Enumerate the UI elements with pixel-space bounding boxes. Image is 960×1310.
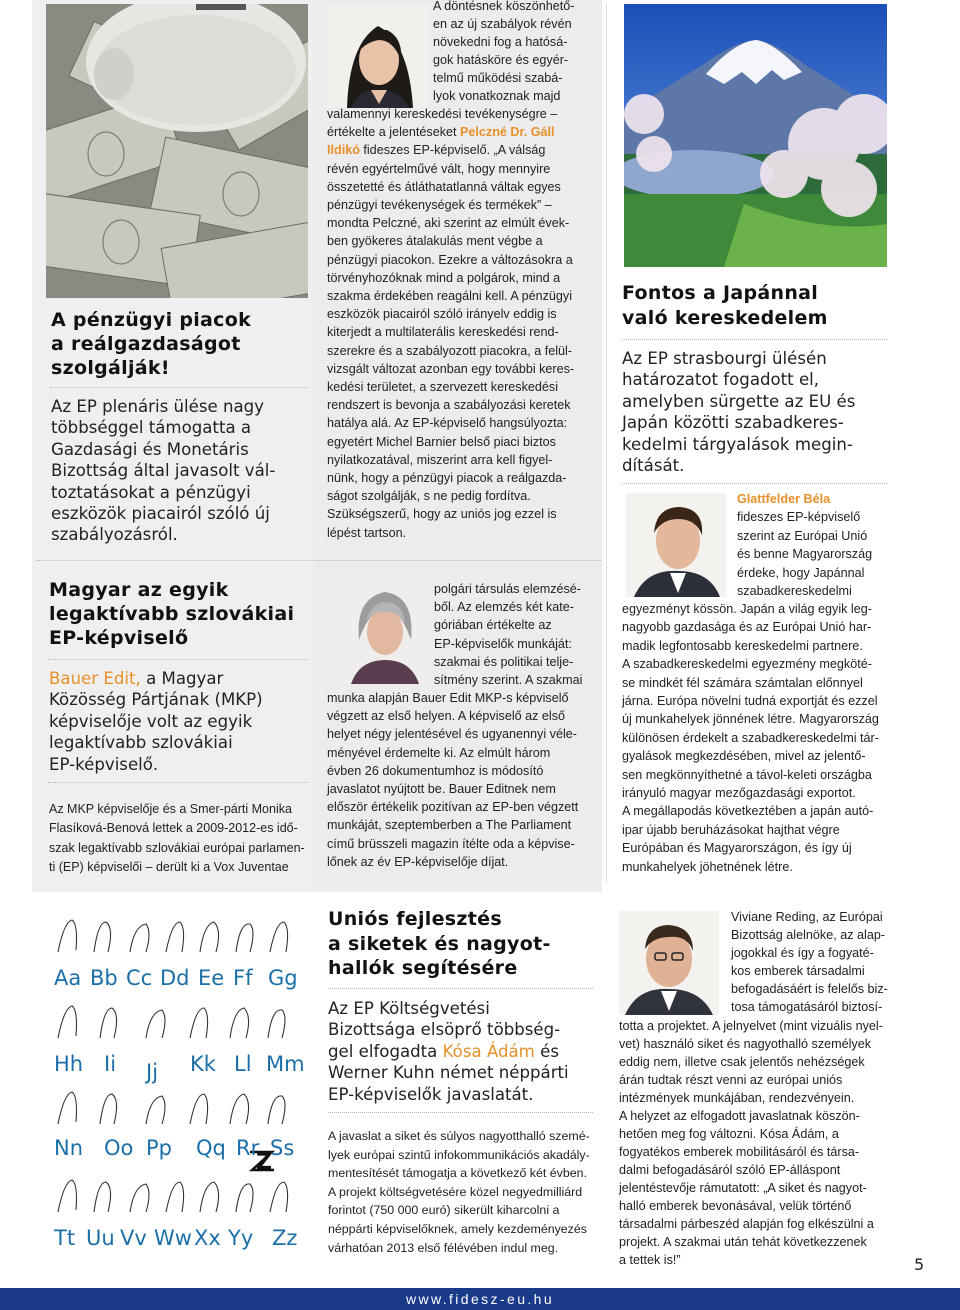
body-line: ti (EP) képviselői – derült ki a Vox Juventae xyxy=(49,860,289,875)
highlighted-name: Glattfelder Béla xyxy=(737,492,831,506)
body-line: javaslatot nyújtott be. Bauer Editnek nem xyxy=(327,782,556,797)
lead-line: EP-képviselők javaslatát. xyxy=(328,1084,534,1104)
body-line: polgári társulás elemzésé- xyxy=(434,582,581,596)
headline-line: szolgálják! xyxy=(51,357,170,379)
sign-letter: Oo xyxy=(104,1136,134,1160)
body-line: pénzügyi tevékenységek és termékek” – xyxy=(327,198,552,213)
body-line: A projekt költségvetésére közel negyedmilliárd xyxy=(328,1184,583,1199)
headline-line: EP-képviselő xyxy=(49,627,189,649)
sign-letter: Dd xyxy=(160,966,190,990)
lead-line: képviselője volt az egyik xyxy=(49,711,253,731)
glattfelder-text-wrap xyxy=(737,490,887,600)
japan-body xyxy=(622,600,892,876)
lead-line: Werner Kuhn német néppárti xyxy=(328,1063,569,1083)
body-line: kedési területet, a szervezett kereskedési xyxy=(327,380,558,395)
lead-line: Gazdasági és Monetáris xyxy=(51,439,249,459)
body-line: mondta Pelczné, aki szerint az elmúlt évek- xyxy=(327,216,570,231)
body-line: fogyatékos emberek mobilitásáról és társa- xyxy=(619,1145,860,1159)
sign-letter: Hh xyxy=(54,1052,84,1076)
body-line: mentesítését támogatja a következő két évben. xyxy=(328,1166,587,1181)
footer-url-link[interactable]: www.fidesz-eu.hu xyxy=(405,1291,555,1307)
body-line: lépést tartson. xyxy=(327,525,407,540)
bauer-edit-portrait-photo xyxy=(345,580,425,684)
body-line: társadalmi párbeszéd alapján fog elkészülni a xyxy=(619,1217,874,1231)
pelczne-body xyxy=(327,105,592,542)
body-line: szak legaktívabb szlovákiai európai parlamen- xyxy=(49,840,305,855)
body-line: munka alapján Bauer Edit MKP-s képviselő xyxy=(327,691,569,705)
glattfelder-portrait-photo xyxy=(626,493,726,597)
kosa-adam-portrait-photo xyxy=(619,911,719,1015)
body-line: vet) használó siket és nagyothalló személyek xyxy=(619,1037,872,1051)
body-line: szerint az Európai Unió xyxy=(737,528,868,543)
body-line: című brüsszeli magazin ítélte oda a képvise- xyxy=(327,836,575,851)
sign-letter: Tt xyxy=(54,1226,76,1250)
body-line: és benne Magyarország xyxy=(737,547,873,562)
body-line: nünk, hogy a pénzügyi piacok a reálgazda- xyxy=(327,471,567,486)
sign-letter: Qq xyxy=(196,1136,226,1160)
body-line: révén egyértelművé vált, hogy mennyire xyxy=(327,161,551,176)
divider xyxy=(622,339,887,340)
headline-line: legaktívabb szlovákiai xyxy=(49,603,295,625)
body-line: rendszert is bevonja a szabályozási keretek xyxy=(327,398,571,413)
body-line: kos emberek társadalmi xyxy=(731,964,865,978)
lead-line: Az EP Költségvetési xyxy=(328,999,490,1018)
sign-letter: Xx xyxy=(194,1226,221,1250)
body-line: gok hatásköre és egyér- xyxy=(433,52,569,67)
divider xyxy=(328,988,593,989)
body-line: góriában értékelte az xyxy=(434,618,552,633)
body-line: növekedni fog a hatósá- xyxy=(433,34,568,49)
body-line: végzett az első helyen. A képviselő az első xyxy=(327,709,566,724)
body-line: en az új szabályok révén xyxy=(433,16,572,31)
body-line: EP-képviselők munkáját: xyxy=(434,636,572,651)
body-line: egyezményt kössön. Japán a világ egyik leg- xyxy=(622,602,872,616)
deaf-article-headline xyxy=(328,907,598,981)
body-line: ből. Az elemzés két kate- xyxy=(434,600,574,615)
body-line: hetően meg fog változni. Kósa Ádám, a xyxy=(619,1127,839,1141)
sign-letter: Mm xyxy=(266,1052,305,1076)
sign-letter: Ff xyxy=(233,966,253,990)
sign-letter: Jj xyxy=(146,1060,159,1084)
body-line: pénzügyi piacokon. Ezekre a változásokra a xyxy=(327,252,573,267)
headline-line: Fontos a Japánnal xyxy=(622,282,819,304)
body-line: érdeke, hogy Japánnal xyxy=(737,565,865,580)
sign-letter: Ww xyxy=(154,1226,192,1250)
lead-line: Bizottság által javasolt vál- xyxy=(51,461,276,481)
lead-text: gel elfogadta xyxy=(328,1041,443,1061)
lead-line: Bizottsága elsöprő többség- xyxy=(328,1020,561,1040)
body-line: szabadkereskedelmi xyxy=(737,584,852,599)
body-line: jelentéstevője rámutatott: „A siket és nagyot- xyxy=(619,1181,867,1195)
body-line: jogokkal és így a fogyaté- xyxy=(731,946,874,960)
body-line: szerekre és a szabályozott piacokra, a felül- xyxy=(327,343,572,358)
body-line: egyetért Michel Barnier belső piaci biztos xyxy=(327,434,556,449)
japan-lead xyxy=(622,348,890,476)
body-line: fideszes EP-képviselő xyxy=(737,510,861,525)
body-line: ben gyökeres átalakulás ment végbe a xyxy=(327,234,543,249)
lead-line: Az EP strasbourgi ülésén xyxy=(622,349,827,368)
body-line: irányuló magyar mezőgazdasági exportot. xyxy=(622,786,856,801)
highlighted-name: Bauer Edit, xyxy=(49,669,141,688)
body-line: Viviane Reding, az Európai xyxy=(731,910,883,924)
sign-letter: Uu xyxy=(86,1226,115,1250)
body-text: értékelte a jelentéseket xyxy=(327,125,457,140)
body-line: befogadásáért is felelős biz- xyxy=(731,982,888,996)
pelczne-portrait-photo xyxy=(327,4,429,108)
sign-letter: Pp xyxy=(146,1136,172,1160)
body-line: szakma érdekében reagálni kell. A pénzügyi xyxy=(327,289,573,304)
lead-line: eszközök piacairól szóló új xyxy=(51,504,270,524)
body-line: projekt. A szakmai után tehát következzenek xyxy=(619,1235,867,1249)
japan-article-headline xyxy=(622,281,892,330)
headline-line: Uniós fejlesztés xyxy=(328,908,502,930)
page-number: 5 xyxy=(914,1255,925,1274)
mount-fuji-photo xyxy=(624,4,887,267)
body-line: Európában és Magyarországon, és így új xyxy=(622,841,852,856)
sign-letter: Ll xyxy=(234,1052,252,1076)
body-line: Az MKP képviselője és a Smer-párti Monika xyxy=(49,802,292,816)
body-line: különösen érdekelt a szabadkereskedelmi tár- xyxy=(622,730,879,745)
lead-line: többséggel támogatta a xyxy=(51,418,252,438)
body-line: ipar újabb beruházásokat hajthat végre xyxy=(622,822,840,837)
body-line: munkahelyek jöhetnének létre. xyxy=(622,859,793,874)
divider xyxy=(50,387,308,388)
sign-language-alphabet-chart xyxy=(50,912,305,1258)
body-line: lőnek az év EP-képviselője díjat. xyxy=(327,854,509,869)
lead-line: kedelmi tárgyalások megin- xyxy=(622,434,853,454)
body-line: A helyzet az elfogadott javaslatnak köszön- xyxy=(619,1109,860,1123)
body-line: helyet négy jelentésével és ugyanennyi véle- xyxy=(327,727,577,742)
lead-line: toztatásokat a pénzügyi xyxy=(51,482,251,502)
highlighted-name: Kósa Ádám xyxy=(442,1041,535,1061)
body-line: lyek európai szintű infokommunikációs akadály- xyxy=(328,1147,590,1162)
lead-line: legaktívabb szlovákiai xyxy=(49,733,233,753)
body-line: szakmai és politikai telje- xyxy=(434,654,574,669)
pelczne-text-wrap xyxy=(433,0,588,105)
body-line: intézmények munkájában, rendezvényein. xyxy=(619,1091,855,1105)
body-line: Szükségszerű, hogy az uniós jog ezzel is xyxy=(327,507,557,522)
body-line: madik legfontosabb kereskedelmi partnere. xyxy=(622,638,863,653)
body-line: néppárti képviselőknek, amely kezdeményezés xyxy=(328,1221,587,1236)
sign-letter: Aa xyxy=(54,966,82,990)
sign-letter: Bb xyxy=(90,966,118,990)
sign-letter: Ii xyxy=(104,1052,117,1076)
lead-text: a Magyar xyxy=(140,669,224,688)
body-line: először értékelik pozitívan az EP-ben végzett xyxy=(327,800,579,815)
body-line: sen megkönnyíthetné a távol-keleti országba xyxy=(622,767,872,782)
lead-line: Az EP plenáris ülése nagy xyxy=(51,397,264,416)
piggy-lead xyxy=(51,396,306,546)
body-line: nagyobb gazdasága és az Európai Unió har- xyxy=(622,620,872,635)
body-line: ményével érdemelte ki. Az elmúlt három xyxy=(327,745,551,760)
sign-letter: Ss xyxy=(270,1136,295,1160)
body-line: eszközök piacairól szóló irányelv eddig is xyxy=(327,307,557,322)
body-line: Flasíková-Benová lettek a 2009-2012-es idő- xyxy=(49,821,298,836)
piggy-article-headline xyxy=(51,308,301,380)
sign-letter: Kk xyxy=(190,1052,216,1076)
body-line: várhatóan 2013 első félévében indul meg. xyxy=(328,1240,559,1255)
lead-line: szabályozásról. xyxy=(51,525,178,545)
body-line: dalmi befogadásáról szóló EP-álláspont xyxy=(619,1163,841,1177)
body-line: A szabadkereskedelmi egyezmény megköté- xyxy=(622,657,872,672)
body-line: totta a projektet. A jelnyelvet (mint vizuális nyel- xyxy=(619,1019,883,1033)
body-line: eddig nem, illetve csak jelentős nehézségek xyxy=(619,1055,865,1069)
bauer-body xyxy=(327,689,597,871)
body-line: járna. Európa növelni tudná exportját és ezzel xyxy=(622,694,878,709)
body-line: A javaslat a siket és súlyos nagyotthalló szemé- xyxy=(328,1129,590,1143)
body-line: nyilatkozatával, miszerint arra kell figyel- xyxy=(327,452,553,467)
reding-text-wrap xyxy=(731,908,891,1016)
sign-letter: Nn xyxy=(54,1136,84,1160)
highlighted-name: Ildikó xyxy=(327,143,360,158)
sign-letter: Rr xyxy=(236,1136,260,1160)
body-line: összetetté és átláthatatlanná váltak egyes xyxy=(327,179,561,194)
headline-line: való kereskedelem xyxy=(622,306,828,329)
divider xyxy=(622,483,887,484)
headline-line: hallók segítésére xyxy=(328,957,518,979)
body-line: vizsgált változat azonban egy további keres- xyxy=(327,361,575,376)
body-line: A döntésnek köszönhető- xyxy=(433,0,575,13)
lead-text: és xyxy=(534,1041,559,1061)
body-line: se mindkét fél számára számtalan előnnyel xyxy=(622,675,863,690)
body-line: gyalások megkezdésében, mivel az jelentő- xyxy=(622,749,866,764)
headline-line: Magyar az egyik xyxy=(49,579,229,601)
sign-letter: Cc xyxy=(126,966,153,990)
lead-line: határozatot fogadott el, xyxy=(622,370,820,390)
bauer-text-wrap xyxy=(434,580,586,689)
body-line: sítmény szerint. A szakmai xyxy=(434,673,583,688)
lead-line: Közösség Pártjának (MKP) xyxy=(49,690,263,710)
body-line: munkáját, szeptemberben a The Parliament xyxy=(327,818,572,833)
sign-letter: Vv xyxy=(120,1226,147,1250)
body-line: A megállapodás következtében a japán autó- xyxy=(622,804,874,819)
divider xyxy=(48,659,308,660)
lead-line: amelyben sürgette az EU és xyxy=(622,391,856,411)
body-line: valamennyi kereskedési tevékenységre – xyxy=(327,107,558,121)
sign-z-marker: Z xyxy=(256,1150,272,1175)
body-line: árán tudtak részt venni az európai uniós xyxy=(619,1073,843,1087)
sign-letter: Zz xyxy=(272,1226,298,1250)
body-line: új munkahelyek jönnének létre. Magyarország xyxy=(622,712,879,727)
body-line: tosa támogatásáról biztosí- xyxy=(731,1000,883,1014)
body-line: kiterjedt a multilaterális kereskedési rend- xyxy=(327,325,559,340)
lead-line: EP-képviselő. xyxy=(49,754,159,774)
lead-line: dítását. xyxy=(622,456,685,476)
body-line: halló emberek bevonásával, velük történő xyxy=(619,1199,852,1213)
slovak-lead xyxy=(49,668,307,775)
headline-line: A pénzügyi piacok xyxy=(51,309,252,331)
headline-line: a siketek és nagyot- xyxy=(328,932,551,955)
body-line: a tettek is!” xyxy=(619,1253,681,1267)
column-divider xyxy=(606,4,607,884)
body-line: Bizottság alelnöke, az alap- xyxy=(731,928,886,942)
body-line: forintot (750 000 euró) sikerült kiharcolni a xyxy=(328,1203,560,1218)
body-line: hatálya alá. Az EP-képviselő hangsúlyozta: xyxy=(327,416,568,431)
slovak-body xyxy=(49,800,311,878)
body-line: törvényhozóknak mind a polgárok, mind a xyxy=(327,270,561,285)
body-line: lyok vonatkoznak majd xyxy=(433,88,561,103)
lead-line: Japán közötti szabadkeres- xyxy=(622,413,844,433)
slovak-article-headline xyxy=(49,578,309,650)
body-text: fideszes EP-képviselő. „A válság xyxy=(359,143,546,158)
deaf-lead xyxy=(328,998,598,1105)
highlighted-name: Pelczné Dr. Gáll xyxy=(460,125,555,140)
body-line: ságot szolgálják, s ne pedig fordítva. xyxy=(327,489,531,504)
body-line: telmű működési szabá- xyxy=(433,70,563,85)
sign-letter: Yy xyxy=(228,1226,254,1250)
reding-body xyxy=(619,1017,891,1269)
footer-bar xyxy=(0,1288,960,1310)
deaf-body xyxy=(328,1127,598,1257)
body-line: évben 26 dokumentumhoz is módosító xyxy=(327,763,544,778)
divider xyxy=(328,1112,593,1113)
piggy-bank-money-photo xyxy=(46,4,308,298)
sign-letter: Ee xyxy=(198,966,225,990)
section-divider xyxy=(36,560,602,561)
headline-line: a reálgazdaságot xyxy=(51,333,241,355)
divider xyxy=(48,782,308,783)
sign-letter: Gg xyxy=(268,966,298,990)
